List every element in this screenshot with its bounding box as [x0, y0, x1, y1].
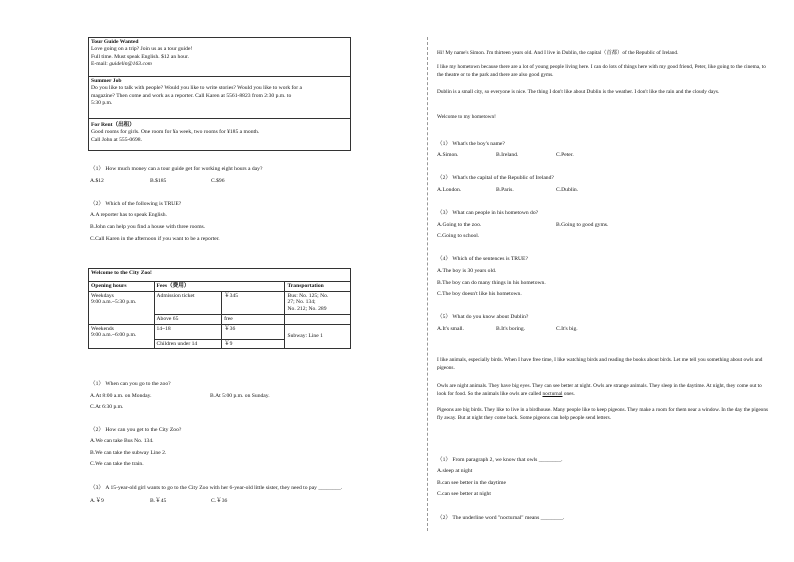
- ad-line: Love going on a trip? Join us as a tour guide!: [91, 46, 193, 53]
- passage2-paragraph: Pigeons are big birds. They like to live in a birdhouse. Many people like to keep pigeons. They make a room for them near a window. In the day the pigeons fly away. But at night they come back. Some pigeons can help people send letters.: [437, 407, 769, 421]
- ad-line: Do you like to talk with people? Would you like to write stories? Would you like to work for a: [91, 85, 302, 92]
- ad-line: magazine? Then come and work as a reporter. Call Karen at 5561-8823 from 2:30 p.m. to: [91, 92, 292, 99]
- email-address: guidelin@163.com: [109, 60, 152, 67]
- option[interactable]: A.London.: [437, 187, 462, 193]
- fee-label: Admission ticket: [154, 291, 222, 314]
- bus-line: Bus: No. 125; No.: [287, 292, 329, 299]
- weekend-hours: [89, 324, 155, 349]
- passage1-paragraph: Dublin is a small city, so everyone is nice. The thing I don't like about Dublin is the weather. I don't like the rain and the cloudy days.: [437, 89, 720, 95]
- option[interactable]: B.We can take the subway Line 2.: [90, 450, 167, 456]
- option[interactable]: C.￥36: [211, 498, 228, 504]
- ad-for-rent: [89, 119, 350, 151]
- option[interactable]: C.At 6:30 p.m.: [90, 404, 124, 410]
- paragraph-text: ones.: [562, 390, 575, 397]
- option[interactable]: A.Simon.: [437, 152, 459, 158]
- question: （2） How can you get to the City Zoo?: [90, 427, 182, 433]
- ad-line: 5:30 p.m.: [91, 99, 113, 106]
- email-label: E-mail: [91, 60, 107, 67]
- ad-title: For Rent（出租）: [91, 122, 135, 128]
- option[interactable]: B.It's boring.: [496, 326, 526, 332]
- hours-value: 9:00 a.m.~5:30 p.m.: [91, 299, 137, 306]
- underlined-word: nocturnal: [542, 390, 563, 397]
- ad-line: Full time. Must speak English. $12 an hour.: [91, 53, 189, 60]
- question: （4） Which of the sentences is TRUE?: [437, 256, 528, 262]
- ad-title: Summer Job: [91, 78, 122, 84]
- question: （3） A 15-year-old girl wants to go to the City Zoo with her 6-year-old little sister, they need to pay ________.: [90, 485, 343, 491]
- passage1-paragraph: Welcome to my hometown!: [437, 114, 496, 120]
- question: （1） When can you go to the zoo?: [90, 381, 171, 387]
- option[interactable]: B.￥45: [150, 498, 167, 504]
- header-fees: Fees（费用）: [154, 282, 285, 292]
- question: （2） The underline word "nocturnal" means ________.: [437, 515, 565, 521]
- option[interactable]: A.The boy is 30 years old.: [437, 268, 497, 274]
- question: （5） What do you know about Dublin?: [437, 314, 529, 320]
- option[interactable]: B.Paris.: [496, 187, 514, 193]
- option[interactable]: C.It's big.: [556, 326, 578, 332]
- passage2-paragraph: I like animals, especially birds. When I have free time, I like watching birds and reading the books about birds. Let me tell you something about owls and pigeons.: [437, 357, 763, 371]
- fee-price: ￥9: [222, 339, 285, 349]
- ad-line: Good rooms for girls. One room for ¥a week, two rooms for ¥185 a month.: [91, 129, 260, 136]
- passage2-paragraph: [437, 383, 769, 398]
- option[interactable]: B.Going to good gyms.: [556, 222, 609, 228]
- bus-line: 27; No. 134;: [287, 299, 316, 306]
- bus-line: No. 212; No. 289: [287, 306, 327, 313]
- question: （2） Which of the following is TRUE?: [90, 201, 182, 207]
- option[interactable]: A.A reporter has to speak English.: [90, 212, 167, 218]
- option[interactable]: B.At 5:00 p.m. on Sunday.: [210, 393, 270, 399]
- zoo-table: [88, 268, 351, 349]
- fee-label: 14~18: [154, 324, 222, 339]
- ad-title: Tour Guide Wanted: [91, 39, 139, 45]
- option[interactable]: B.John can help you find a house with three rooms.: [90, 224, 206, 230]
- question: （2） What's the capital of the Republic of Ireland?: [437, 175, 554, 181]
- option[interactable]: B.Ireland.: [496, 152, 519, 158]
- subway-info: Subway: Line 1: [285, 324, 351, 349]
- option[interactable]: C.We can take the train.: [90, 461, 144, 467]
- option[interactable]: C.Peter.: [556, 152, 574, 158]
- passage1-paragraph: I like my hometown because there are a lot of young people living here. I can do lots of things here with my good friend, Peter, like going to the cinema, to the theatre or to the park and there are also good gyms.: [437, 64, 766, 78]
- question: （1） What's the boy's name?: [437, 141, 505, 147]
- header-transportation: Transportation: [285, 282, 351, 292]
- option[interactable]: A.$12: [90, 178, 104, 184]
- column-divider: [427, 37, 428, 531]
- fee-price: ￥345: [222, 291, 285, 314]
- option[interactable]: A.sleep at night: [437, 468, 473, 474]
- option[interactable]: A.At 8:00 a.m. on Monday.: [90, 393, 152, 399]
- option[interactable]: C.Going to school.: [437, 233, 480, 239]
- header-opening-hours: Opening hours: [89, 282, 155, 292]
- fee-price: free: [222, 314, 285, 324]
- option[interactable]: C.Call Karen in the afternoon if you want to be a reporter.: [90, 236, 220, 242]
- hours-label: Weekends: [91, 325, 114, 332]
- fee-label: Children under 14: [154, 339, 222, 349]
- hours-value: 9:00 a.m.~6:00 p.m.: [91, 332, 137, 339]
- option[interactable]: A.We can take Bus No. 134.: [90, 438, 154, 444]
- option[interactable]: C.can see better at night: [437, 491, 491, 497]
- option[interactable]: B.The boy can do many things in his hometown.: [437, 280, 546, 286]
- empty-cell: [285, 314, 351, 324]
- zoo-title: Welcome to the City Zoo!: [89, 269, 351, 282]
- fee-label: Above 65: [154, 314, 222, 324]
- ad-line: E-mail: guidelin@163.com: [91, 60, 152, 67]
- ads-box: [88, 37, 351, 151]
- bus-routes: [285, 291, 351, 314]
- option[interactable]: A.Going to the zoo.: [437, 222, 482, 228]
- fee-price: ￥36: [222, 324, 285, 339]
- ad-summer-job: [89, 77, 350, 119]
- option[interactable]: B.$185: [150, 178, 167, 184]
- option[interactable]: A.It's small.: [437, 326, 464, 332]
- question: （3） What can people in his hometown do?: [437, 210, 539, 216]
- passage1-paragraph: Hi! My name's Simon. I'm thirteen years old. And I live in Dublin, the capital（首都）of the Republic of Ireland.: [437, 50, 679, 56]
- hours-label: Weekdays: [91, 292, 114, 299]
- question: （1） How much money can a tour guide get for working eight hours a day?: [90, 166, 263, 172]
- option[interactable]: C.Dublin.: [556, 187, 579, 193]
- paragraph-text: Owls are night animals. They have big eyes. They can see better at night. Owls are strange animals. They sleep in the daytime. At night, they come out to look for food. So the animals like owls are called: [437, 383, 762, 397]
- option[interactable]: A.￥9: [90, 498, 104, 504]
- ad-line: Call John at 555-0698.: [91, 136, 142, 143]
- option[interactable]: B.can see better in the daytime: [437, 480, 506, 486]
- option[interactable]: C.$96: [211, 178, 225, 184]
- option[interactable]: C.The boy doesn't like his hometown.: [437, 291, 522, 297]
- question: （1） From paragraph 2, we know that owls ________.: [437, 457, 563, 463]
- ad-tour-guide: [89, 38, 350, 77]
- weekday-hours: [89, 291, 155, 324]
